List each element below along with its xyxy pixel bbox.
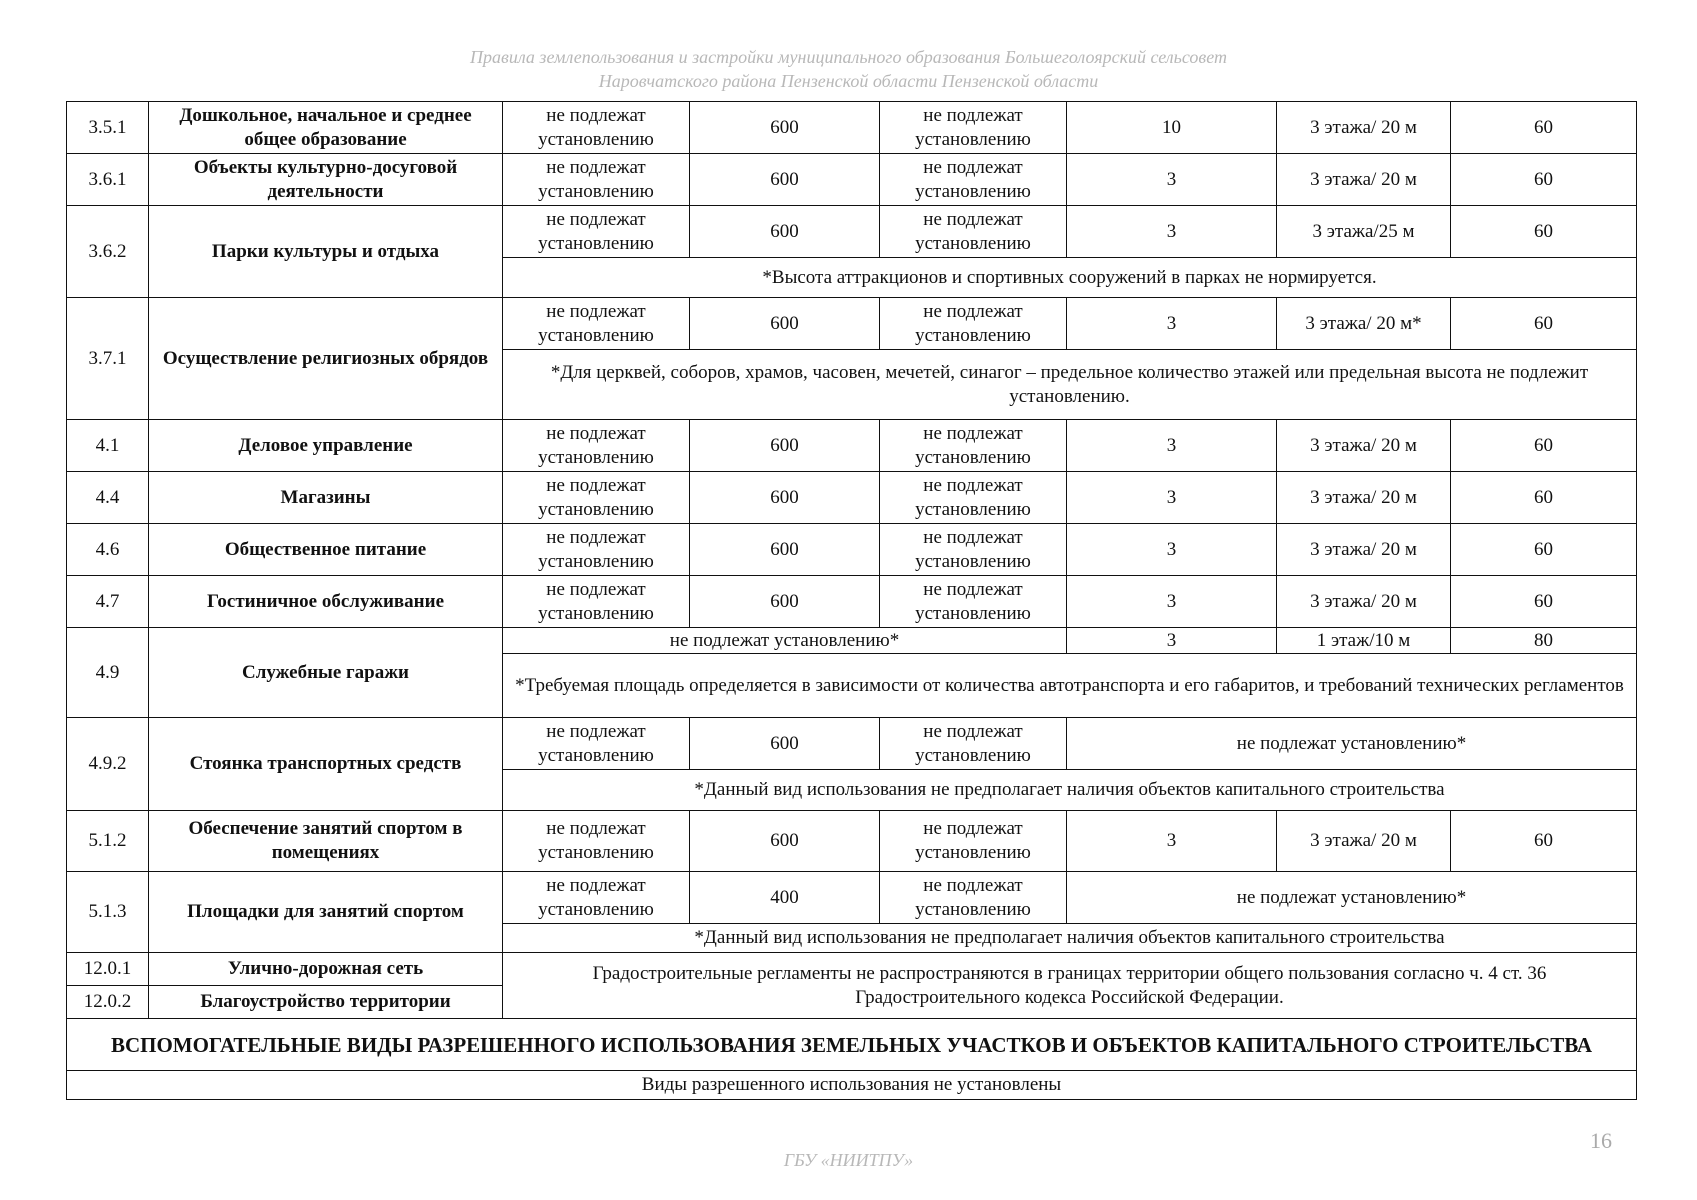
coverage-cell: 60 <box>1451 154 1637 206</box>
row-note: *Требуемая площадь определяется в зависимости от количества автотранспорта и его габаритов, и требований технических регламентов <box>503 654 1637 718</box>
indent-cell: 3 <box>1067 628 1277 654</box>
coverage-cell: 60 <box>1451 420 1637 472</box>
page-header-line2: Наровчатского района Пензенской области Пензенской области <box>598 71 1099 91</box>
table-row <box>67 718 1637 770</box>
section-header-row <box>67 1019 1637 1071</box>
indent-cell: 3 <box>1067 811 1277 872</box>
height-cell: 3 этажа/25 м <box>1277 206 1451 258</box>
row-code: 3.6.2 <box>67 206 149 298</box>
row-note: *Данный вид использования не предполагает наличия объектов капитального строительства <box>503 924 1637 953</box>
row-name: Дошкольное, начальное и среднее общее образование <box>149 102 503 154</box>
row-code: 4.9 <box>67 628 149 718</box>
table-row <box>67 953 1637 986</box>
setback-cell: не подлежат установлению <box>880 576 1067 628</box>
indent-cell: 3 <box>1067 206 1277 258</box>
setback-cell: не подлежат установлению <box>880 872 1067 924</box>
table-row <box>67 811 1637 872</box>
setback-cell: не подлежат установлению <box>880 524 1067 576</box>
setback-cell: не подлежат установлению <box>880 102 1067 154</box>
coverage-cell: 60 <box>1451 811 1637 872</box>
row-code: 12.0.1 <box>67 953 149 986</box>
height-cell: 3 этажа/ 20 м <box>1277 472 1451 524</box>
merged-cell: не подлежат установлению* <box>1067 872 1637 924</box>
row-code: 4.9.2 <box>67 718 149 811</box>
table-row <box>67 154 1637 206</box>
coverage-cell: 80 <box>1451 628 1637 654</box>
max-area-cell: 600 <box>690 811 880 872</box>
page-header-line1: Правила землепользования и застройки муниципального образования Большеголоярский сельсовет <box>470 47 1227 67</box>
row-note: *Для церквей, соборов, храмов, часовен, мечетей, синагог – предельное количество этажей или предельная высота не подлежит установлению. <box>503 350 1637 420</box>
indent-cell: 3 <box>1067 298 1277 350</box>
indent-cell: 3 <box>1067 420 1277 472</box>
max-area-cell: 600 <box>690 102 880 154</box>
section-note: Виды разрешенного использования не установлены <box>67 1071 1637 1100</box>
row-name: Объекты культурно-досуговой деятельности <box>149 154 503 206</box>
max-area-cell: 600 <box>690 154 880 206</box>
section-note-row <box>67 1071 1637 1100</box>
max-area-cell: 600 <box>690 298 880 350</box>
height-cell: 3 этажа/ 20 м <box>1277 102 1451 154</box>
max-area-cell: 600 <box>690 524 880 576</box>
indent-cell: 3 <box>1067 154 1277 206</box>
min-area-cell: не подлежат установлению <box>503 420 690 472</box>
row-name: Магазины <box>149 472 503 524</box>
max-area-cell: 600 <box>690 472 880 524</box>
regulations-table <box>66 101 1637 1100</box>
setback-cell: не подлежат установлению <box>880 154 1067 206</box>
max-area-cell: 600 <box>690 718 880 770</box>
row-code: 3.6.1 <box>67 154 149 206</box>
table-row <box>67 628 1637 654</box>
table-row <box>67 298 1637 350</box>
table-row <box>67 524 1637 576</box>
setback-cell: не подлежат установлению <box>880 472 1067 524</box>
table-row <box>67 206 1637 258</box>
max-area-cell: 600 <box>690 420 880 472</box>
setback-cell: не подлежат установлению <box>880 206 1067 258</box>
page-footer: ГБУ «НИИТПУ» <box>783 1150 914 1170</box>
row-name: Парки культуры и отдыха <box>149 206 503 298</box>
setback-cell: не подлежат установлению <box>880 718 1067 770</box>
indent-cell: 3 <box>1067 472 1277 524</box>
row-code: 3.5.1 <box>67 102 149 154</box>
row-code: 4.1 <box>67 420 149 472</box>
indent-cell: 3 <box>1067 524 1277 576</box>
row-name: Общественное питание <box>149 524 503 576</box>
setback-cell: не подлежат установлению <box>880 298 1067 350</box>
height-cell: 3 этажа/ 20 м <box>1277 420 1451 472</box>
row-code: 5.1.3 <box>67 872 149 953</box>
row-name: Деловое управление <box>149 420 503 472</box>
row-name: Стоянка транспортных средств <box>149 718 503 811</box>
height-cell: 1 этаж/10 м <box>1277 628 1451 654</box>
coverage-cell: 60 <box>1451 102 1637 154</box>
row-code: 5.1.2 <box>67 811 149 872</box>
setback-cell: не подлежат установлению <box>880 811 1067 872</box>
indent-cell: 10 <box>1067 102 1277 154</box>
min-area-cell: не подлежат установлению <box>503 102 690 154</box>
min-area-cell: не подлежат установлению <box>503 811 690 872</box>
table-row <box>67 420 1637 472</box>
row-name: Обеспечение занятий спортом в помещениях <box>149 811 503 872</box>
row-code: 4.6 <box>67 524 149 576</box>
row-name: Площадки для занятий спортом <box>149 872 503 953</box>
max-area-cell: 600 <box>690 576 880 628</box>
coverage-cell: 60 <box>1451 206 1637 258</box>
merged-cell: не подлежат установлению* <box>1067 718 1637 770</box>
min-area-cell: не подлежат установлению <box>503 206 690 258</box>
min-area-cell: не подлежат установлению <box>503 718 690 770</box>
page-number: 16 <box>1590 1128 1612 1153</box>
merged-cell: не подлежат установлению* <box>503 628 1067 654</box>
height-cell: 3 этажа/ 20 м <box>1277 154 1451 206</box>
row-code: 12.0.2 <box>67 986 149 1019</box>
table-row <box>67 872 1637 924</box>
height-cell: 3 этажа/ 20 м <box>1277 524 1451 576</box>
row-code: 4.7 <box>67 576 149 628</box>
min-area-cell: не подлежат установлению <box>503 298 690 350</box>
shared-note: Градостроительные регламенты не распространяются в границах территории общего пользования согласно ч. 4 ст. 36 Градостроительного кодекса Российской Федерации. <box>503 953 1637 1019</box>
max-area-cell: 400 <box>690 872 880 924</box>
row-code: 4.4 <box>67 472 149 524</box>
min-area-cell: не подлежат установлению <box>503 524 690 576</box>
row-name: Осуществление религиозных обрядов <box>149 298 503 420</box>
row-note: *Высота аттракционов и спортивных сооружений в парках не нормируется. <box>503 258 1637 298</box>
coverage-cell: 60 <box>1451 298 1637 350</box>
coverage-cell: 60 <box>1451 524 1637 576</box>
section-title: ВСПОМОГАТЕЛЬНЫЕ ВИДЫ РАЗРЕШЕННОГО ИСПОЛЬЗОВАНИЯ ЗЕМЕЛЬНЫХ УЧАСТКОВ И ОБЪЕКТОВ КАПИТАЛЬНОГО СТРОИТЕЛЬСТВА <box>67 1019 1637 1071</box>
indent-cell: 3 <box>1067 576 1277 628</box>
row-name: Гостиничное обслуживание <box>149 576 503 628</box>
row-code: 3.7.1 <box>67 298 149 420</box>
min-area-cell: не подлежат установлению <box>503 154 690 206</box>
height-cell: 3 этажа/ 20 м <box>1277 811 1451 872</box>
min-area-cell: не подлежат установлению <box>503 472 690 524</box>
height-cell: 3 этажа/ 20 м* <box>1277 298 1451 350</box>
row-name: Служебные гаражи <box>149 628 503 718</box>
coverage-cell: 60 <box>1451 472 1637 524</box>
row-name: Благоустройство территории <box>149 986 503 1019</box>
setback-cell: не подлежат установлению <box>880 420 1067 472</box>
table-row <box>67 102 1637 154</box>
max-area-cell: 600 <box>690 206 880 258</box>
min-area-cell: не подлежат установлению <box>503 872 690 924</box>
height-cell: 3 этажа/ 20 м <box>1277 576 1451 628</box>
row-note: *Данный вид использования не предполагает наличия объектов капитального строительства <box>503 770 1637 811</box>
min-area-cell: не подлежат установлению <box>503 576 690 628</box>
row-name: Улично-дорожная сеть <box>149 953 503 986</box>
table-row <box>67 472 1637 524</box>
table-row <box>67 576 1637 628</box>
coverage-cell: 60 <box>1451 576 1637 628</box>
